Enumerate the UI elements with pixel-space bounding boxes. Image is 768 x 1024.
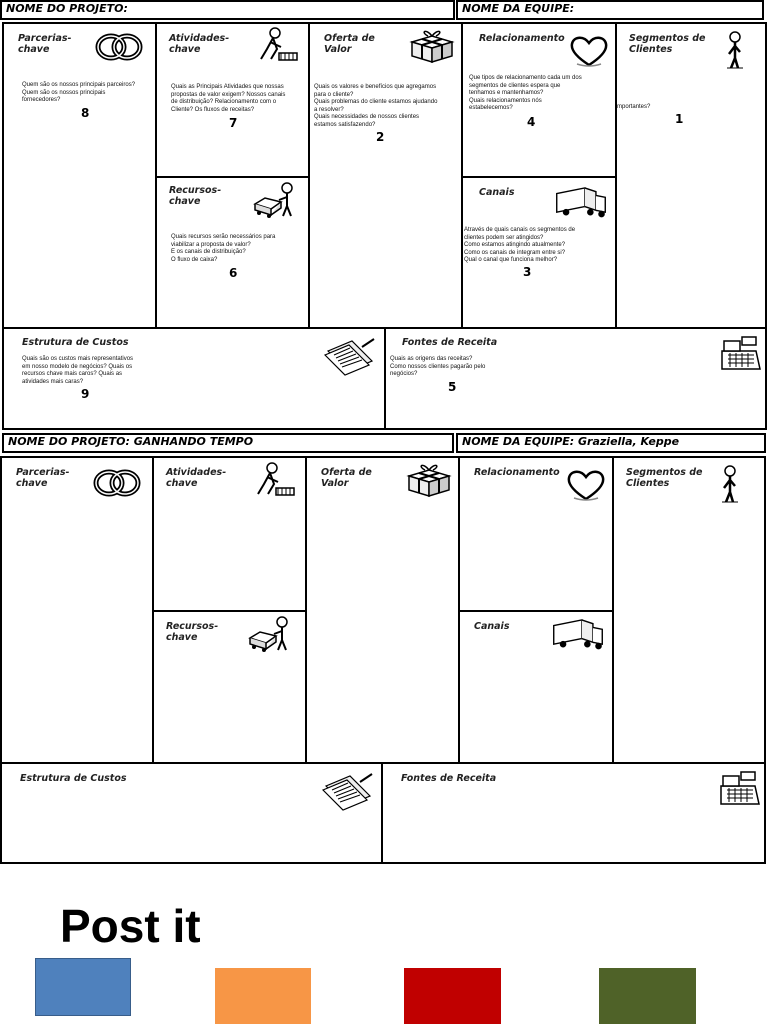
block-questions: Quais as Principais Atividades que nossas propostas de valor exigem? Nossos canais de distribuição? Relacionamento com o Cliente? Os fluxos de receitas? bbox=[171, 84, 286, 113]
interlocked-rings-icon bbox=[92, 468, 142, 498]
interlocked-rings-icon bbox=[94, 32, 144, 62]
block-title: Oferta de Valor bbox=[324, 33, 375, 55]
truck-icon bbox=[550, 616, 606, 650]
recursos-chave-block[interactable] bbox=[155, 176, 310, 329]
project-name-header[interactable]: NOME DO PROJETO: bbox=[0, 0, 455, 20]
fontes-de-receita-block[interactable] bbox=[384, 327, 767, 430]
block-questions: Quem são os nossos principais parceiros? Quem são os nossos principais fornecedores? bbox=[22, 82, 136, 103]
block-title: Parcerias- chave bbox=[16, 467, 70, 489]
atividades-chave-block[interactable] bbox=[155, 22, 310, 178]
block-questions: Quais são os custos mais representativos em nosso modelo de negócios? Quais os recursos chave mais caros? Quais as atividades mais caras? bbox=[22, 356, 134, 385]
parcerias-chave-block[interactable] bbox=[2, 22, 157, 329]
heart-icon bbox=[566, 468, 606, 502]
post-it-orange[interactable] bbox=[215, 968, 311, 1024]
block-questions: Quais recursos serão necessários para viabilizar a proposta de valor? E os canais de distribuição? O fluxo de caixa? bbox=[171, 234, 276, 263]
block-title: Atividades- chave bbox=[169, 33, 230, 55]
cash-register-icon bbox=[716, 333, 766, 373]
block-questions: Que tipos de relacionamento cada um dos segmentos de clientes espera que tenhamos e mantenhamos? Quais relacionamentos nós estabelecemos? bbox=[469, 75, 582, 111]
block-title: Parcerias- chave bbox=[18, 33, 72, 55]
block-title: Segmentos de Clientes bbox=[626, 467, 703, 489]
block-title: Estrutura de Custos bbox=[22, 337, 129, 348]
estrutura-de-custos-block[interactable] bbox=[0, 762, 383, 864]
post-it-blue[interactable] bbox=[35, 958, 131, 1016]
block-title: Oferta de Valor bbox=[321, 467, 372, 489]
block-number: 2 bbox=[376, 130, 385, 144]
block-number: 8 bbox=[81, 106, 90, 120]
block-title: Recursos- chave bbox=[169, 185, 222, 207]
person-with-machine-icon bbox=[246, 616, 296, 652]
block-title: Segmentos de Clientes bbox=[629, 33, 706, 55]
post-it-green[interactable] bbox=[599, 968, 696, 1024]
block-title: Relacionamento bbox=[474, 467, 560, 478]
block-title: Fontes de Receita bbox=[402, 337, 498, 348]
block-number: 4 bbox=[527, 115, 536, 129]
documents-icon bbox=[320, 772, 376, 812]
relacionamento-block[interactable] bbox=[458, 456, 614, 612]
block-title: Canais bbox=[474, 621, 510, 632]
project-name-header[interactable]: NOME DO PROJETO: GANHANDO TEMPO bbox=[2, 433, 454, 453]
team-name-header[interactable]: NOME DA EQUIPE: bbox=[456, 0, 764, 20]
relacionamento-block[interactable] bbox=[461, 22, 617, 178]
block-title: Estrutura de Custos bbox=[20, 773, 127, 784]
post-it-title: Post it bbox=[60, 900, 201, 952]
block-title: Canais bbox=[479, 187, 515, 198]
block-number: 9 bbox=[81, 387, 90, 401]
heart-icon bbox=[569, 34, 609, 68]
estrutura-de-custos-block[interactable] bbox=[2, 327, 387, 430]
block-title: Relacionamento bbox=[479, 33, 565, 44]
person-with-machine-icon bbox=[251, 182, 301, 218]
gift-box-icon bbox=[406, 28, 456, 64]
block-questions: Através de quais canais os segmentos de clientes podem ser atingidos? Como estamos atingindo atualmente? Como os canais de integram entre si? Qual o canal que funciona melhor? bbox=[464, 227, 576, 263]
team-name-header[interactable]: NOME DA EQUIPE: Graziella, Keppe bbox=[456, 433, 766, 453]
canais-block[interactable] bbox=[461, 176, 617, 329]
block-questions: mportantes? bbox=[617, 104, 651, 110]
person-working-icon bbox=[248, 462, 298, 498]
block-number: 6 bbox=[229, 266, 238, 280]
cash-register-icon bbox=[715, 768, 765, 808]
oferta-de-valor-block[interactable] bbox=[308, 22, 463, 329]
block-questions: Quais os valores e benefícios que agregamos para o cliente? Quais problemas do cliente estamos ajudando a resolver? Quais necessidades de nossos clientes estamos satisfazendo? bbox=[314, 84, 438, 128]
standing-person-icon bbox=[723, 30, 747, 70]
block-number: 5 bbox=[448, 380, 457, 394]
block-number: 1 bbox=[675, 112, 684, 126]
standing-person-icon bbox=[718, 464, 742, 504]
fontes-de-receita-block[interactable] bbox=[381, 762, 766, 864]
block-title: Fontes de Receita bbox=[401, 773, 497, 784]
person-working-icon bbox=[251, 27, 301, 63]
segmentos-de-clientes-block[interactable] bbox=[615, 22, 767, 329]
block-title: Atividades- chave bbox=[166, 467, 227, 489]
atividades-chave-block[interactable] bbox=[152, 456, 307, 612]
block-number: 7 bbox=[229, 116, 238, 130]
post-it-red[interactable] bbox=[404, 968, 501, 1024]
truck-icon bbox=[553, 184, 609, 218]
block-questions: Quais as origens das receitas? Como nossos clientes pagarão pelo negócios? bbox=[390, 356, 486, 377]
gift-box-icon bbox=[403, 462, 453, 498]
block-title: Recursos- chave bbox=[166, 621, 219, 643]
documents-icon bbox=[322, 337, 378, 377]
block-number: 3 bbox=[523, 265, 532, 279]
